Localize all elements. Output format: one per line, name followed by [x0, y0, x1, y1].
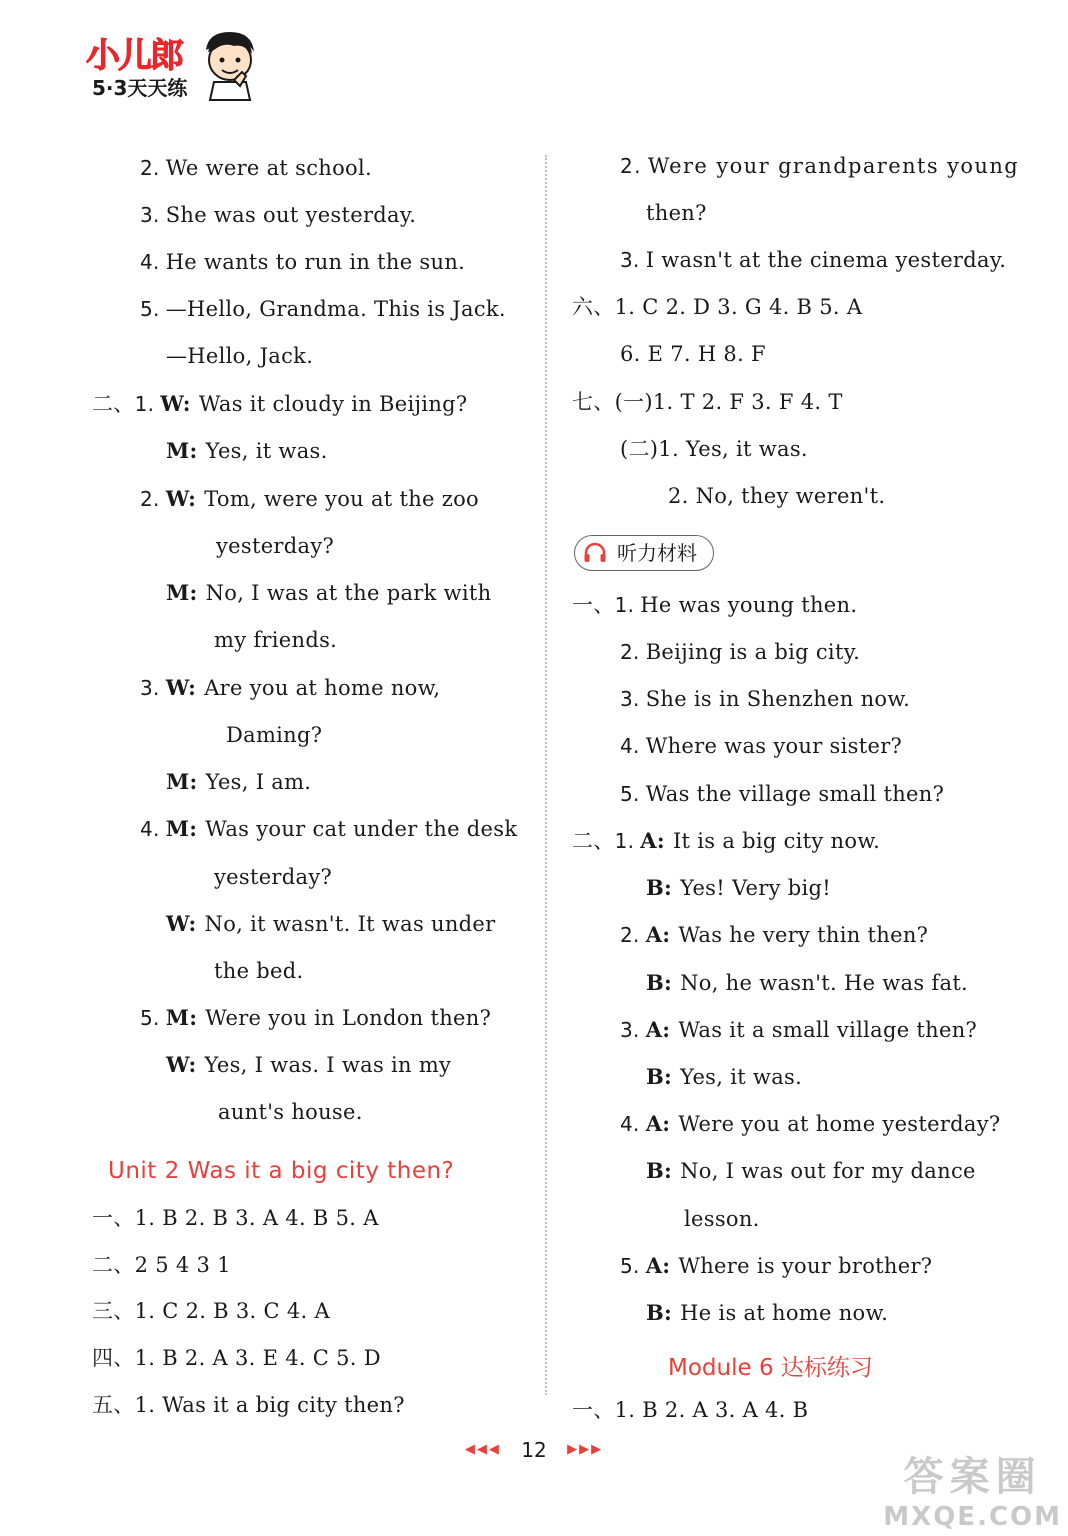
- dialog-line: M: No, I was at the park with: [166, 580, 492, 605]
- dialog-line: 4. M: Was your cat under the desk: [140, 816, 518, 841]
- answer-row: 七、(一)1. T 2. F 3. F 4. T: [572, 390, 843, 414]
- dialog-line: yesterday?: [214, 865, 333, 889]
- watermark: [883, 1445, 1062, 1532]
- listening-material-label: 听力材料: [617, 541, 697, 565]
- listening-line: 4. Where was your sister?: [620, 734, 903, 758]
- dialog-line: 2. W: Tom, were you at the zoo: [140, 486, 479, 511]
- watermark-url: MXQE.COM: [883, 1502, 1062, 1532]
- answer-row: (二)1. Yes, it was.: [620, 437, 808, 461]
- module-6-heading: Module 6 达标练习: [668, 1355, 873, 1381]
- right-line-2: then?: [646, 201, 707, 225]
- listening-dialog-line: 二、1. A: It is a big city now.: [572, 828, 881, 853]
- listening-dialog-line: B: Yes, it was.: [646, 1064, 803, 1089]
- logo: [86, 28, 266, 108]
- listening-dialog-line: B: No, he wasn't. He was fat.: [646, 970, 969, 995]
- listening-dialog-line: 2. A: Was he very thin then?: [620, 922, 929, 947]
- listening-line: 一、1. He was young then.: [572, 593, 858, 617]
- left-line-3: 4. He wants to run in the sun.: [140, 250, 466, 274]
- dialog-line: W: No, it wasn't. It was under: [166, 911, 496, 936]
- watermark-title: 答案圈: [903, 1454, 1042, 1500]
- logo-subtitle: 5·3天天练: [92, 76, 188, 100]
- logo-title: 小儿郎: [86, 36, 182, 76]
- answer-row: 五、1. Was it a big city then?: [92, 1393, 405, 1417]
- listening-dialog-line: 5. A: Where is your brother?: [620, 1253, 933, 1278]
- listening-dialog-line: 3. A: Was it a small village then?: [620, 1017, 978, 1042]
- left-line-5: —Hello, Jack.: [166, 344, 314, 368]
- listening-dialog-line: B: No, I was out for my dance: [646, 1158, 976, 1183]
- dialog-line: Daming?: [226, 723, 323, 747]
- dialog-line: yesterday?: [216, 534, 335, 558]
- answer-row: 三、1. C 2. B 3. C 4. A: [92, 1299, 330, 1323]
- dialog-line: aunt's house.: [218, 1100, 363, 1124]
- listening-line: 5. Was the village small then?: [620, 782, 945, 806]
- left-line-2: 3. She was out yesterday.: [140, 203, 417, 227]
- page-number: 12: [521, 1437, 547, 1462]
- dialog-line: M: Yes, I am.: [166, 769, 312, 794]
- mascot-boy-icon: [198, 28, 260, 102]
- listening-dialog-line: 4. A: Were you at home yesterday?: [620, 1111, 1001, 1136]
- left-line-4: 5. —Hello, Grandma. This is Jack.: [140, 297, 506, 321]
- listening-dialog-line: B: Yes! Very big!: [646, 875, 831, 900]
- dialog-line: my friends.: [214, 628, 338, 652]
- listening-dialog-line: lesson.: [684, 1207, 760, 1231]
- answer-row: 四、1. B 2. A 3. E 4. C 5. D: [92, 1346, 381, 1370]
- dialog-line: 5. M: Were you in London then?: [140, 1005, 492, 1030]
- prev-arrows-icon: ◀◀◀: [464, 1442, 501, 1457]
- headphones-icon: [583, 542, 607, 564]
- column-divider: [545, 155, 547, 1395]
- listening-line: 2. Beijing is a big city.: [620, 640, 861, 664]
- answer-row: 六、1. C 2. D 3. G 4. B 5. A: [572, 295, 863, 319]
- next-arrows-icon: ▶▶▶: [567, 1442, 604, 1457]
- right-line-1: 2. Were your grandparents young: [620, 154, 1020, 178]
- answer-row: 一、1. B 2. A 3. A 4. B: [572, 1398, 809, 1422]
- left-line-1: 2. We were at school.: [140, 156, 372, 180]
- listening-dialog-line: B: He is at home now.: [646, 1300, 889, 1325]
- section-2-dialog-1: 二、1. W: Was it cloudy in Beijing?: [92, 391, 468, 416]
- dialog-line: the bed.: [214, 959, 304, 983]
- dialog-line: 3. W: Are you at home now,: [140, 675, 441, 700]
- unit-2-heading: Unit 2 Was it a big city then?: [108, 1158, 455, 1184]
- answer-row: 一、1. B 2. B 3. A 4. B 5. A: [92, 1206, 379, 1230]
- answer-row: 二、2 5 4 3 1: [92, 1253, 231, 1277]
- listening-line: 3. She is in Shenzhen now.: [620, 687, 911, 711]
- right-line-3: 3. I wasn't at the cinema yesterday.: [620, 248, 1007, 272]
- answer-row: 6. E 7. H 8. F: [620, 342, 766, 366]
- answer-row: 2. No, they weren't.: [668, 484, 886, 508]
- listening-material-tag: [574, 535, 714, 571]
- dialog-line: W: Yes, I was. I was in my: [166, 1052, 452, 1077]
- dialog-line: M: Yes, it was.: [166, 438, 328, 463]
